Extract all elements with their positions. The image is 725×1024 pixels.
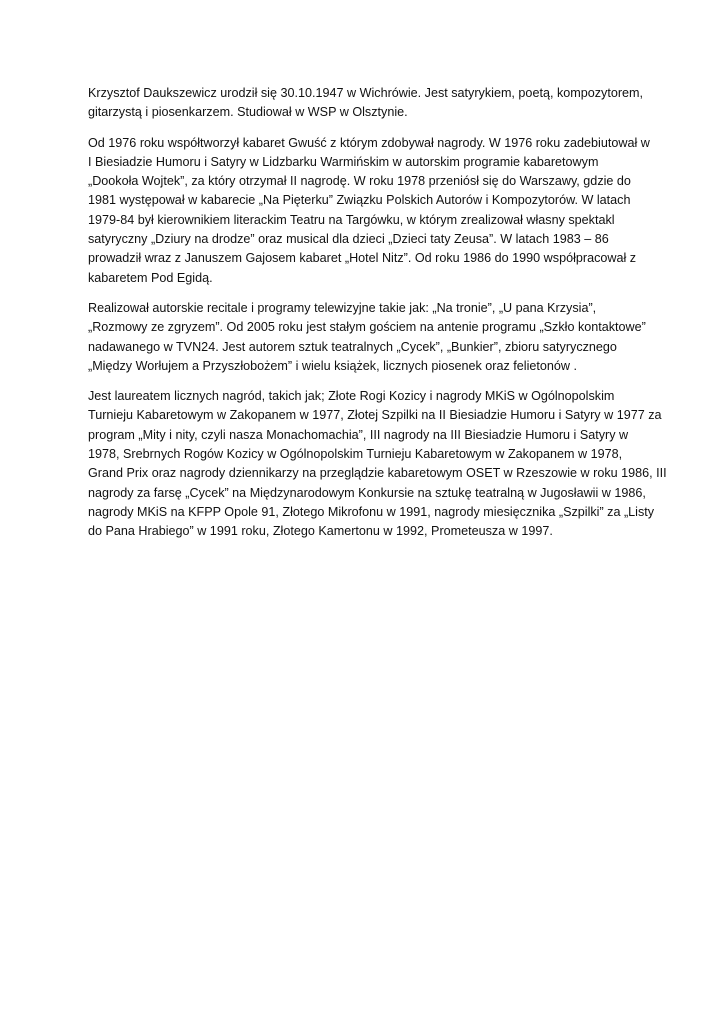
text-line: Grand Prix oraz nagrody dziennikarzy na przeglądzie kabaretowym OSET w Rzeszowie w roku 1986, III <box>88 466 667 481</box>
text-line: Krzysztof Daukszewicz urodził się 30.10.1947 w Wichrówie. Jest satyrykiem, poetą, kompozytorem, <box>88 86 644 100</box>
text-line: I Biesiadzie Humoru i Satyry w Lidzbarku Warmińskim w autorskim programie kabaretowym <box>88 154 599 169</box>
text-line: 1979-84 był kierownikiem literackim Teatru na Targówku, w którym zrealizował własny spektakl <box>88 212 615 227</box>
text-line: do Pana Hrabiego” w 1991 roku, Złotego Kamertonu w 1992, Prometeusza w 1997. <box>88 524 553 539</box>
text-line: Turnieju Kabaretowym w Zakopanem w 1977, Złotej Szpilki na II Biesiadzie Humoru i Satyry w 1977 za <box>88 408 662 423</box>
text-line: nagrody MKiS na KFPP Opole 91, Złotego Mikrofonu w 1991, nagrody miesięcznika „Szpilki” za „Listy <box>88 504 655 519</box>
text-line: 1978, Srebrnych Rogów Kozicy w Ogólnopolskim Turnieju Kabaretowym w Zakopanem w 1978, <box>88 447 623 462</box>
text-line: nagrody za farsę „Cycek” na Międzynarodowym Konkursie na sztukę teatralną w Jugosławii w 1986, <box>88 485 646 500</box>
text-line: gitarzystą i piosenkarzem. Studiował w WSP w Olsztynie. <box>88 105 408 120</box>
text-line: Jest laureatem licznych nagród, takich jak; Złote Rogi Kozicy i nagrody MKiS w Ogólnopolskim <box>88 389 615 404</box>
paragraph-cabaret-career <box>88 134 648 288</box>
document-body <box>88 84 667 553</box>
paragraph-tv-programs <box>88 299 648 376</box>
text-line: „Dookoła Wojtek”, za który otrzymał II nagrodę. W roku 1978 przeniósł się do Warszawy, gdzie do <box>88 174 631 189</box>
text-line: 1981 występował w kabarecie „Na Pięterku” Związku Polskich Autorów i Kompozytorów. W latach <box>88 193 631 208</box>
text-line: kabaretem Pod Egidą. <box>88 270 213 285</box>
text-line: prowadził wraz z Januszem Gajosem kabaret „Hotel Nitz”. Od roku 1986 do 1990 współpracował z <box>88 251 637 266</box>
paragraph-awards <box>88 387 667 541</box>
text-line: program „Mity i nity, czyli nasza Monachomachia”, III nagrody na III Biesiadzie Humoru i Satyry w <box>88 427 629 442</box>
paragraph-biography <box>88 84 648 123</box>
text-line: Realizował autorskie recitale i programy telewizyjne takie jak: „Na tronie”, „U pana Krzysia”, <box>88 300 597 315</box>
text-line: nadawanego w TVN24. Jest autorem sztuk teatralnych „Cycek”, „Bunkier”, zbioru satyrycznego <box>88 339 617 354</box>
text-line: „Rozmowy ze zgryzem”. Od 2005 roku jest stałym gościem na antenie programu „Szkło kontaktowe” <box>88 320 646 335</box>
text-line: satyryczny „Dziury na drodze” oraz musical dla dzieci „Dzieci taty Zeusa”. W latach 1983 – 86 <box>88 232 609 247</box>
text-line: Od 1976 roku współtworzył kabaret Gwuść z którym zdobywał nagrody. W 1976 roku zadebiutował w <box>88 135 650 150</box>
text-line: „Między Worłujem a Przyszłobożem” i wielu książek, licznych piosenek oraz felietonów . <box>88 358 578 373</box>
